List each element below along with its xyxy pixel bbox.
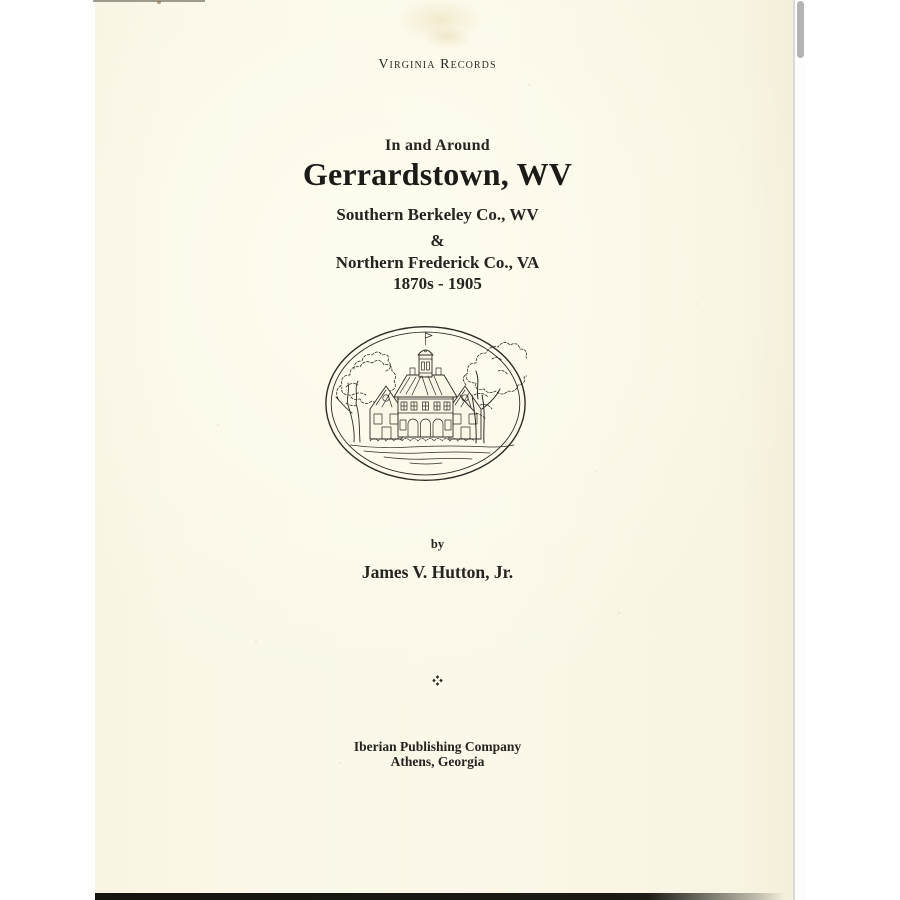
subtitle-region-1: Southern Berkeley Co., WV — [336, 205, 539, 224]
publisher-location: Athens, Georgia — [390, 754, 485, 769]
byline-label: by — [430, 537, 445, 551]
publisher-name: Iberian Publishing Company — [353, 739, 522, 754]
author-name: James V. Hutton, Jr. — [361, 562, 514, 582]
diamond-cluster-icon — [432, 675, 443, 686]
ornament-row — [95, 671, 793, 689]
title-prefix: In and Around — [384, 137, 490, 154]
scanned-page — [95, 0, 793, 900]
book-title: Gerrardstown, WV — [302, 156, 573, 192]
subtitle-ampersand: & — [430, 231, 445, 250]
colonial-building-vignette — [324, 325, 527, 482]
paper-speckles — [95, 0, 97, 2]
pencil-smudge — [413, 22, 483, 54]
subtitle-region-2: Northern Frederick Co., VA — [335, 253, 540, 272]
colonial-mansion-engraving — [324, 325, 527, 482]
book-edge-bar — [95, 893, 785, 900]
scan-edge-line — [93, 0, 205, 2]
paper-fleck — [157, 1, 161, 4]
scrollbar-track[interactable] — [795, 0, 806, 900]
subtitle-years: 1870s - 1905 — [393, 274, 482, 293]
scrollbar-thumb[interactable] — [797, 1, 804, 58]
series-heading: Virginia Records — [378, 57, 497, 72]
